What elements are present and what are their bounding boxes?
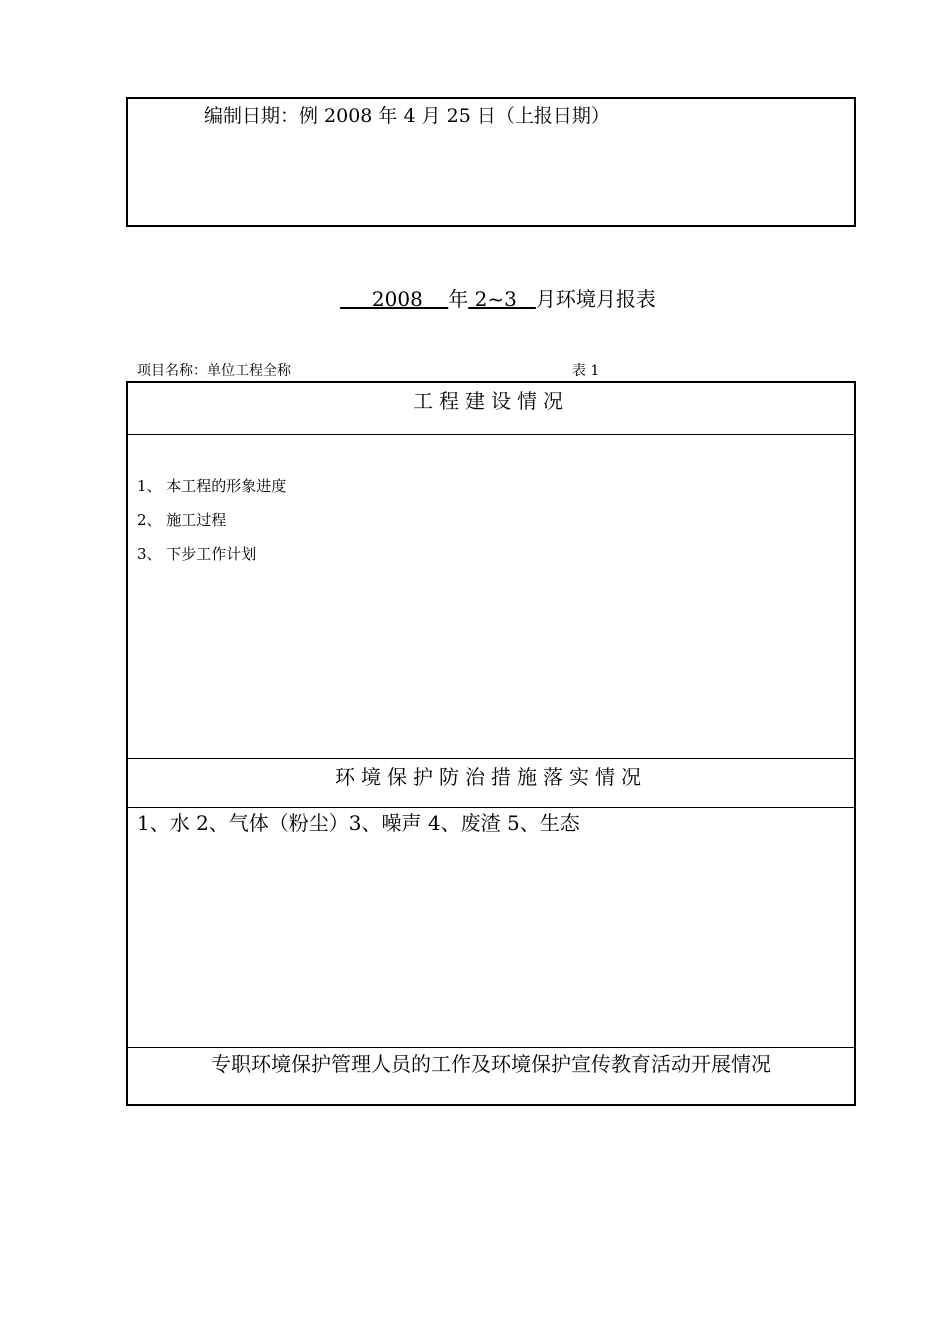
title-months-suffix: 月环境月报表 — [535, 287, 656, 311]
title-year-suffix: 年 — [448, 287, 469, 311]
report-table — [126, 381, 856, 1106]
environment-items: 1、水 2、气体（粉尘）3、噪声 4、废渣 5、生态 — [137, 811, 580, 835]
header-box — [126, 97, 856, 227]
divider — [128, 434, 854, 435]
table-number: 表 1 — [572, 363, 600, 379]
staff-heading: 专职环境保护管理人员的工作及环境保护宣传教育活动开展情况 — [211, 1052, 771, 1076]
construction-item-1: 1、 本工程的形象进度 — [137, 477, 287, 495]
title-months: 2~3 — [468, 287, 536, 311]
report-title — [0, 283, 950, 312]
project-name: 项目名称：单位工程全称 — [137, 363, 291, 379]
environment-heading: 环境保护防治措施落实情况 — [335, 765, 647, 789]
title-year: 2008 — [340, 287, 449, 311]
construction-heading: 工程建设情况 — [413, 389, 569, 413]
compile-date: 编制日期：例 2008 年 4 月 25 日（上报日期） — [204, 105, 610, 127]
construction-item-3: 3、 下步工作计划 — [137, 545, 257, 563]
construction-item-2: 2、 施工过程 — [137, 511, 227, 529]
divider — [128, 758, 854, 759]
